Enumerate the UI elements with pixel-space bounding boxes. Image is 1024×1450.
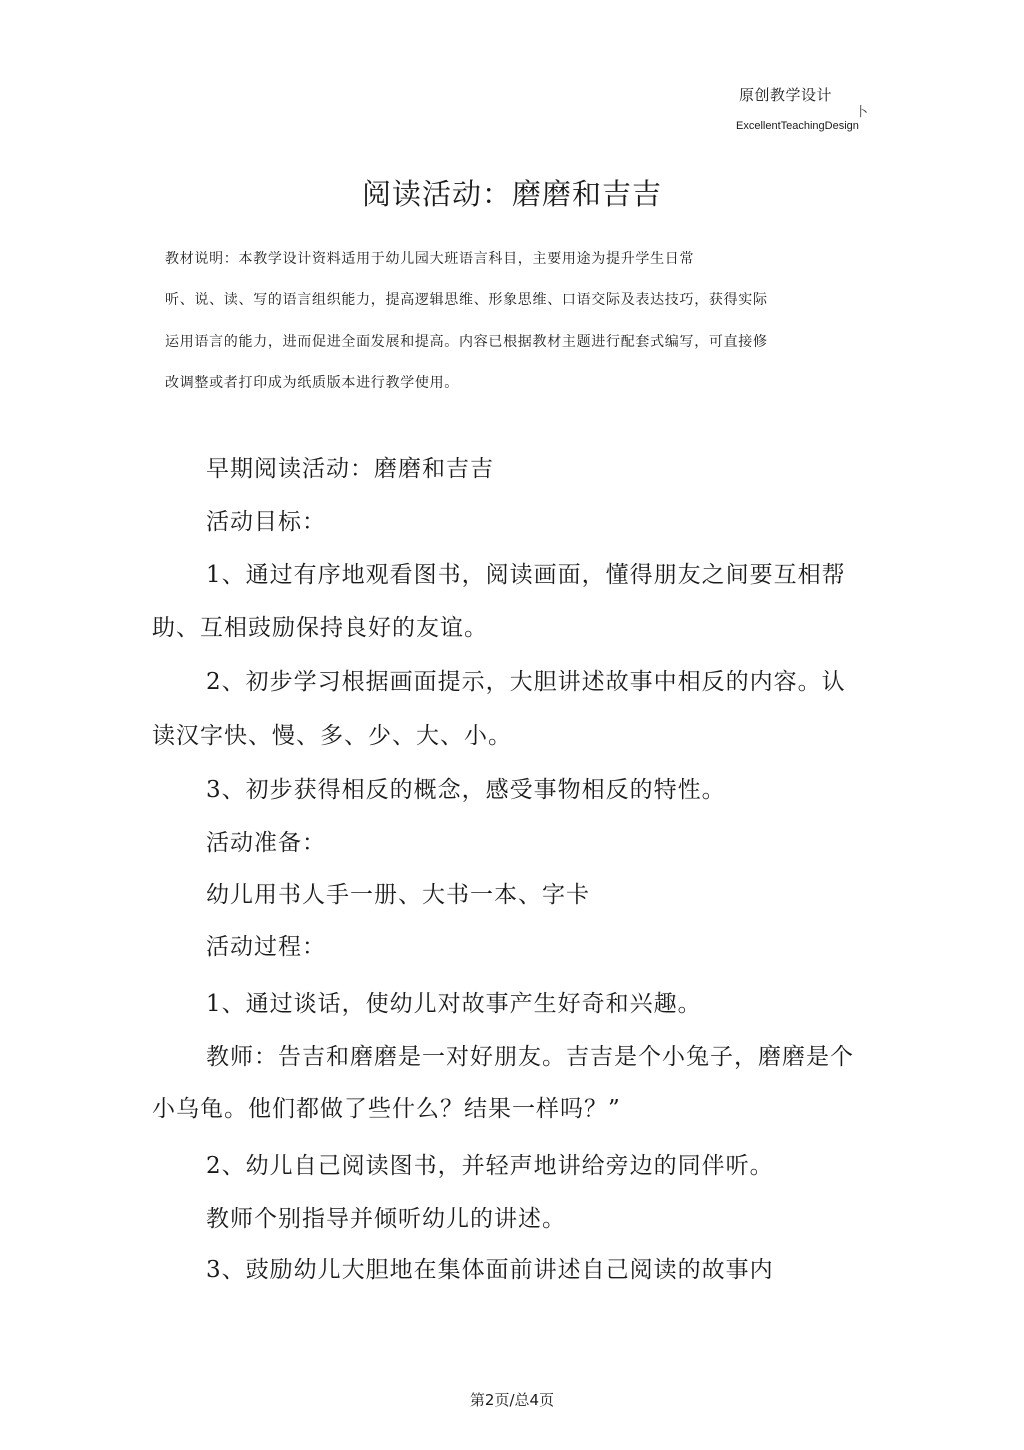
paragraph-line: 3、初步获得相反的概念，感受事物相反的特性。 bbox=[206, 777, 726, 803]
paragraph-line: 助、互相豉励保持良好的友谊。 bbox=[152, 615, 488, 641]
paragraph-line: 教师个别指导并倾听幼儿的讲述。 bbox=[206, 1206, 566, 1232]
intro-line: 改调整或者打印成为纸质版本进行教学使用。 bbox=[165, 375, 459, 391]
intro-line: 听、说、读、写的语言组织能力，提高逻辑思维、形象思维、口语交际及表达技巧，获得实际 bbox=[165, 292, 768, 308]
paragraph-line: 1、通过有序地观看图书，阅读画面，懂得朋友之间要互相帮 bbox=[206, 562, 846, 588]
page-number: 第2页/总4页 bbox=[469, 1391, 555, 1409]
paragraph-line: 教师：告吉和磨磨是一对好朋友。吉吉是个小兔子，磨磨是个 bbox=[206, 1044, 854, 1070]
paragraph-line: 2、幼儿自己阅读图书，并轻声地讲给旁边的同伴听。 bbox=[206, 1153, 774, 1179]
paragraph-line: 读汉字快、慢、多、少、大、小。 bbox=[152, 723, 512, 749]
section-heading: 活动目标： bbox=[206, 509, 326, 535]
header-mark: 卜 bbox=[855, 105, 869, 120]
header-label: 原创教学设计 bbox=[739, 86, 833, 104]
header-subtitle: ExcellentTeachingDesign bbox=[736, 120, 859, 132]
paragraph-line: 幼儿用书人手一册、大书一本、字卡 bbox=[206, 882, 590, 908]
intro-line: 教材说明：本教学设计资料适用于幼儿园大班语言科目，主要用途为提升学生日常 bbox=[165, 251, 695, 267]
paragraph-line: 2、初步学习根据画面提示，大胆讲述故事中相反的内容。认 bbox=[206, 669, 846, 695]
paragraph-line: 1、通过谈话，使幼儿对故事产生好奇和兴趣。 bbox=[206, 991, 702, 1017]
intro-line: 运用语言的能力，进而促进全面发展和提高。内容已根据教材主题进行配套式编写，可直接修 bbox=[165, 334, 768, 350]
document-title: 阅读活动：磨磨和吉吉 bbox=[361, 177, 662, 211]
paragraph-line: 3、豉励幼儿大胆地在集体面前讲述自己阅读的故事内 bbox=[206, 1257, 774, 1283]
section-heading: 活动过程： bbox=[206, 934, 326, 960]
section-heading: 早期阅读活动：磨磨和吉吉 bbox=[206, 456, 494, 482]
section-heading: 活动准备： bbox=[206, 830, 326, 856]
paragraph-line: 小乌龟。他们都做了些什么？结果一样吗？” bbox=[152, 1096, 621, 1122]
